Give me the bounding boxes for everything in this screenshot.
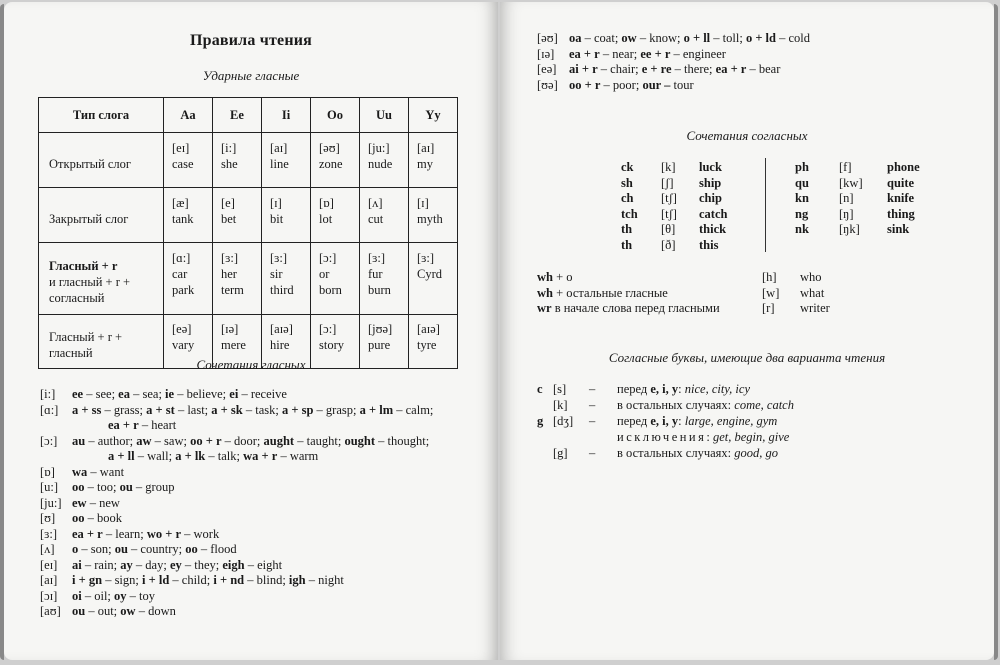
- table-cell: [ɜ:] fur burn: [360, 243, 409, 315]
- table-cell: [eə] vary: [164, 315, 213, 369]
- rule-text: ai + r – chair; e + re – there; ea + r – bear: [569, 62, 781, 77]
- table-row: [39, 133, 458, 188]
- table-cell: [aɪ] my: [409, 133, 458, 188]
- example-word: what: [800, 285, 825, 300]
- vowel-combos-heading: Сочетания гласных: [196, 357, 306, 372]
- list-item: [40, 542, 480, 558]
- table-header: Uu: [360, 98, 409, 133]
- list-item: [537, 31, 810, 47]
- phoneme: [ʊə]: [537, 77, 558, 92]
- phoneme: [ɔ:]: [40, 433, 58, 448]
- list-item: [40, 480, 480, 496]
- phoneme: [aɪ]: [40, 573, 58, 587]
- letters: th: [621, 237, 633, 252]
- phoneme: [w]: [762, 285, 780, 300]
- example-word: quite: [887, 175, 915, 190]
- table-cell: [ɜ:] sir third: [262, 243, 311, 315]
- list-item: [40, 465, 480, 481]
- phoneme: [i:]: [40, 387, 56, 401]
- phoneme: [ʊ]: [40, 511, 56, 525]
- example-word: luck: [699, 160, 722, 174]
- example-word: writer: [800, 301, 830, 316]
- phoneme: [kw]: [839, 175, 863, 190]
- list-item: [795, 191, 947, 207]
- page-title: Правила чтения: [189, 32, 313, 49]
- book-edge-right: [994, 4, 998, 660]
- list-item: [40, 496, 480, 512]
- phoneme: [ɜ:]: [40, 526, 58, 541]
- list-item: [g] – в остальных случаях: good, go: [553, 446, 779, 460]
- list-item: g [dʒ] – перед e, i, y: large, engine, gym: [537, 414, 778, 428]
- phoneme: [k]: [661, 160, 676, 174]
- list-item: [621, 222, 759, 238]
- list-item: исключения: get, begin, give: [617, 430, 790, 444]
- list-item: c [s] – перед e, i, y: nice, city, icy: [537, 382, 750, 396]
- rule-text: oo – book: [72, 511, 122, 525]
- row-label: Открытый слог: [39, 133, 164, 188]
- row-label: Закрытый слог: [39, 188, 164, 243]
- row-label: Гласный + r и гласный + r + согласный: [39, 243, 164, 315]
- rule-text: a + ss – grass; a + st – last; a + sk – task; a + sp – grasp; a + lm – calm;: [72, 402, 434, 417]
- phoneme: [ɔɪ]: [40, 588, 58, 603]
- letters: th: [621, 222, 633, 237]
- column-divider: [765, 158, 766, 252]
- table-cell: [ɪ] bit: [262, 188, 311, 243]
- example-word: knife: [887, 191, 915, 206]
- table-header: Aa: [164, 98, 213, 133]
- phoneme: [aʊ]: [40, 604, 61, 618]
- consonant-combos-left: [621, 160, 759, 254]
- list-item: [537, 286, 830, 302]
- phoneme: [h]: [762, 270, 777, 284]
- list-item: [k] – в остальных случаях: come, catch: [553, 398, 794, 412]
- phoneme: [r]: [762, 301, 775, 316]
- list-item: [537, 270, 830, 286]
- rule-text: o – son; ou – country; oo – flood: [72, 542, 237, 556]
- example-word: phone: [887, 160, 920, 174]
- letters: ng: [795, 206, 809, 221]
- rule-text: oi – oil; oy – toy: [72, 588, 156, 603]
- table-header: Yy: [409, 98, 458, 133]
- example-word: catch: [699, 206, 728, 221]
- list-item: [40, 403, 480, 419]
- list-item: [537, 78, 810, 94]
- rule-text: a + ll – wall; a + lk – talk; wa + r – warm: [108, 449, 319, 463]
- rule-text: au – author; aw – saw; oo + r – door; aught – taught; ought – thought;: [72, 433, 430, 448]
- table-header: Oo: [311, 98, 360, 133]
- rule-text: ou – out; ow – down: [72, 604, 176, 618]
- list-item: [40, 511, 480, 527]
- phoneme: [ŋ]: [839, 206, 854, 221]
- list-item: [795, 160, 947, 176]
- phoneme: [ɑ:]: [40, 402, 59, 417]
- phoneme: [ju:]: [40, 495, 62, 510]
- consonant-combos-heading: Сочетания согласных: [686, 128, 808, 143]
- phoneme: [ʌ]: [40, 542, 55, 556]
- rule-text: ai – rain; ay – day; ey – they; eigh – eight: [72, 557, 283, 572]
- letters: qu: [795, 175, 809, 190]
- rule-text: wh + o: [537, 270, 573, 284]
- table-cell: [ʌ] cut: [360, 188, 409, 243]
- rule-text: wh + остальные гласные: [537, 285, 668, 300]
- stressed-vowels-heading: Ударные гласные: [202, 68, 300, 83]
- rule-text: ea + r – near; ee + r – engineer: [569, 46, 726, 61]
- list-item: [795, 207, 947, 223]
- phoneme: [tʃ]: [661, 191, 677, 206]
- letters: sh: [621, 175, 633, 190]
- phoneme: [ŋk]: [839, 222, 860, 237]
- example-word: chip: [699, 191, 722, 206]
- phoneme: [ɪə]: [537, 46, 555, 61]
- vowel-combos-list: [40, 387, 480, 620]
- table-header: Тип слога: [39, 98, 164, 133]
- table-header: Ii: [262, 98, 311, 133]
- list-item: [795, 222, 947, 238]
- table-cell: [ɪə] mere: [213, 315, 262, 369]
- rule-text: i + gn – sign; i + ld – child; i + nd – blind; igh – night: [72, 573, 344, 587]
- table-cell: [ju:] nude: [360, 133, 409, 188]
- table-cell: [aɪə] hire: [262, 315, 311, 369]
- example-word: who: [800, 270, 822, 284]
- list-item: [40, 589, 480, 605]
- letters: ph: [795, 160, 809, 174]
- letters: nk: [795, 222, 809, 237]
- list-item: [40, 387, 480, 403]
- phoneme: [40, 449, 72, 465]
- table-header: Ee: [213, 98, 262, 133]
- example-word: thing: [887, 206, 915, 221]
- table-cell: [i:] she: [213, 133, 262, 188]
- table-cell: [ɪ] myth: [409, 188, 458, 243]
- phoneme: [θ]: [661, 222, 676, 237]
- table-header-row: [39, 98, 458, 133]
- table-cell: [ɜ:] her term: [213, 243, 262, 315]
- list-item: [40, 418, 480, 434]
- table-cell: [ɑ:] car park: [164, 243, 213, 315]
- list-item: [40, 434, 480, 450]
- phoneme: [ɒ]: [40, 464, 55, 479]
- rule-text: ee – see; ea – sea; ie – believe; ei – receive: [72, 387, 287, 401]
- example-word: ship: [699, 175, 722, 190]
- rule-text: ea + r – learn; wo + r – work: [72, 526, 220, 541]
- letters: ck: [621, 160, 634, 174]
- table-cell: [eɪ] case: [164, 133, 213, 188]
- list-item: [621, 238, 759, 254]
- table-cell: [jʊə] pure: [360, 315, 409, 369]
- wh-wr-rules: [537, 270, 830, 317]
- rule-text: oo + r – poor; our – tour: [569, 77, 694, 92]
- rule-text: wr в начале слова перед гласными: [537, 301, 720, 316]
- list-item: [621, 160, 759, 176]
- row-label: Гласный + r + гласный: [39, 315, 164, 369]
- list-item: [621, 191, 759, 207]
- rule-text: wa – want: [72, 464, 125, 479]
- phoneme: [tʃ]: [661, 206, 677, 221]
- table-cell: [ɜ:] Cyrd: [409, 243, 458, 315]
- table-row: [39, 188, 458, 243]
- consonant-combos-right: [795, 160, 947, 238]
- letters: kn: [795, 191, 809, 206]
- list-item: [621, 207, 759, 223]
- dual-consonants-block: [537, 381, 794, 461]
- phoneme: [40, 418, 72, 434]
- table-cell: [ɔ:] story: [311, 315, 360, 369]
- list-item: [40, 604, 480, 620]
- rule-text: oo – too; ou – group: [72, 480, 175, 494]
- example-word: this: [699, 237, 719, 252]
- phoneme: [ð]: [661, 237, 676, 252]
- list-item: [537, 62, 810, 78]
- letters: tch: [621, 206, 638, 221]
- list-item: [537, 47, 810, 63]
- phoneme: [əʊ]: [537, 31, 558, 45]
- table-cell: [e] bet: [213, 188, 262, 243]
- rule-text: ea + r – heart: [108, 418, 177, 432]
- list-item: [40, 573, 480, 589]
- list-item: [40, 558, 480, 574]
- rule-text: oa – coat; ow – know; o + ll – toll; o + ld – cold: [569, 31, 811, 45]
- table-cell: [əʊ] zone: [311, 133, 360, 188]
- table-cell: [ɔ:] or born: [311, 243, 360, 315]
- table-cell: [aɪə] tyre: [409, 315, 458, 369]
- phoneme: [eə]: [537, 62, 557, 77]
- rule-text: ew – new: [72, 495, 120, 510]
- dual-consonants-heading: Согласные буквы, имеющие два варианта чтения: [608, 350, 886, 365]
- phoneme: [ʃ]: [661, 175, 674, 190]
- letters: ch: [621, 191, 634, 206]
- list-item: [40, 527, 480, 543]
- table-cell: [ɒ] lot: [311, 188, 360, 243]
- phoneme: [n]: [839, 191, 854, 206]
- table-cell: [aɪ] line: [262, 133, 311, 188]
- list-item: [621, 176, 759, 192]
- example-word: sink: [887, 222, 910, 237]
- diphthong-list: [537, 31, 810, 93]
- syllable-table: [38, 97, 458, 369]
- example-word: thick: [699, 222, 727, 237]
- phoneme: [eɪ]: [40, 557, 58, 572]
- list-item: [40, 449, 480, 465]
- phoneme: [u:]: [40, 480, 59, 494]
- table-cell: [æ] tank: [164, 188, 213, 243]
- list-item: [537, 301, 830, 317]
- list-item: [795, 176, 947, 192]
- phoneme: [f]: [839, 160, 852, 174]
- right-page: [500, 2, 994, 660]
- table-row: [39, 243, 458, 315]
